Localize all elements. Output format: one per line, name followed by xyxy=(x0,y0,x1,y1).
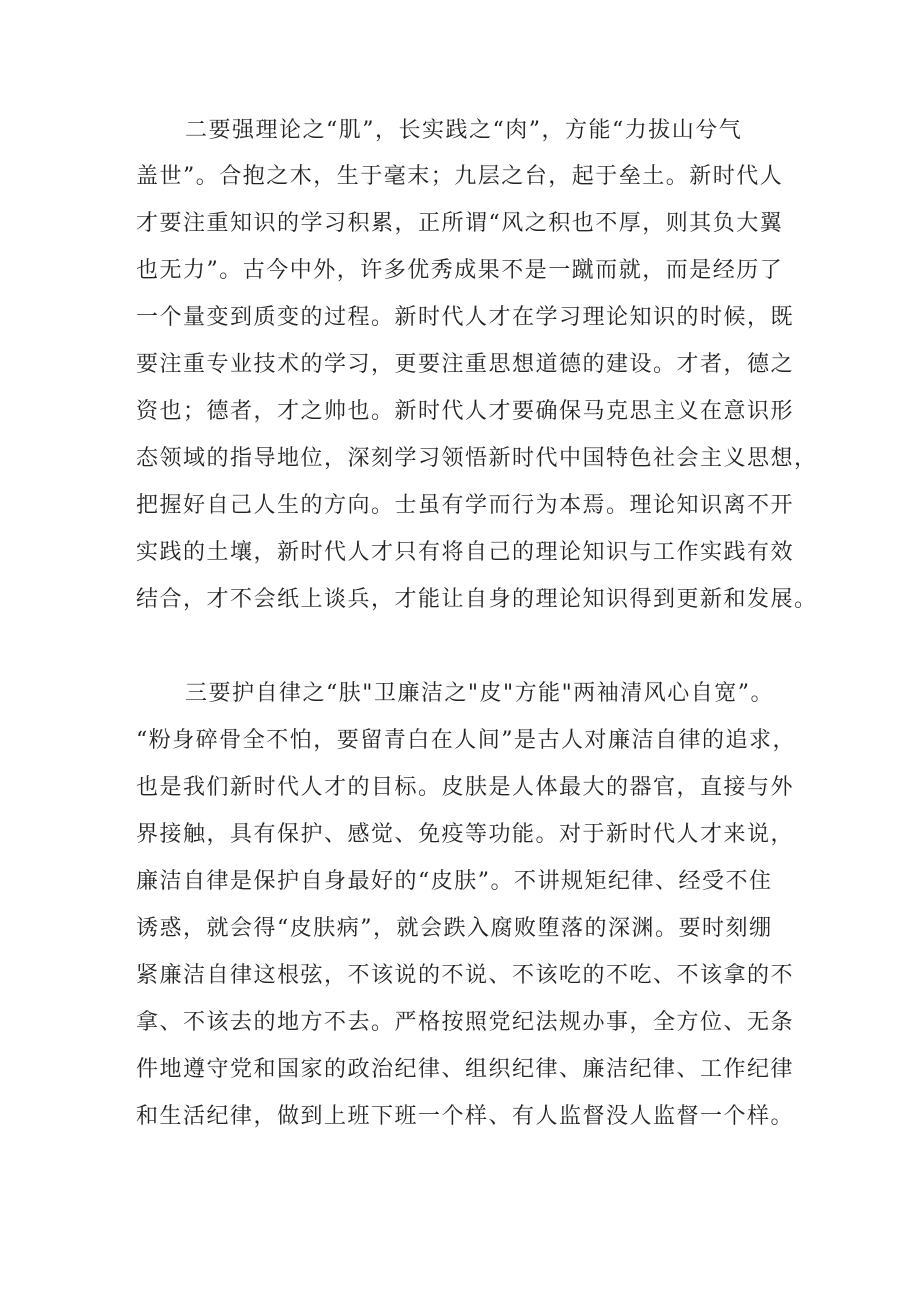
paragraph-2-line-1: 三要护自律之“肤"卫廉洁之"皮"方能"两袖清风心自宽”。 xyxy=(185,681,774,706)
paragraph-1-line-1: 二要强理论之“肌”，长实践之“肉”，方能“力拔山兮气 xyxy=(185,118,743,143)
paragraph-2-line-8: 拿、不该去的地方不去。严格按照党纪法规办事，全方位、无条 xyxy=(136,1010,795,1035)
paragraph-1-line-9: 把握好自己人生的方向。士虽有学而行为本焉。理论知识离不开 xyxy=(136,493,795,518)
paragraph-1-line-5: 一个量变到质变的过程。新时代人才在学习理论知识的时候，既 xyxy=(136,305,795,330)
paragraph-2-line-4: 界接触，具有保护、感觉、免疫等功能。对于新时代人才来说， xyxy=(136,822,795,847)
paragraph-2-line-2: “粉身碎骨全不怕，要留青白在人间”是古人对廉洁自律的追求， xyxy=(136,728,796,753)
paragraph-2-line-7: 紧廉洁自律这根弦，不该说的不说、不该吃的不吃、不该拿的不 xyxy=(136,963,795,988)
paragraph-1-line-3: 才要注重知识的学习积累，正所谓“风之积也不厚，则其负大翼 xyxy=(136,211,784,236)
paragraph-1-line-11: 结合，才不会纸上谈兵，才能让自身的理论知识得到更新和发展。 xyxy=(136,587,818,612)
paragraph-1-line-2: 盖世”。合抱之木，生于毫末；九层之台，起于垒土。新时代人 xyxy=(136,164,784,189)
paragraph-2-line-5: 廉洁自律是保护自身最好的“皮肤”。不讲规矩纪律、经受不住 xyxy=(136,869,773,894)
paragraph-1-line-4: 也无力”。古今中外，许多优秀成果不是一蹴而就，而是经历了 xyxy=(136,258,784,283)
paragraph-1-line-10: 实践的土壤，新时代人才只有将自己的理论知识与工作实践有效 xyxy=(136,540,795,565)
paragraph-1-line-7: 资也；德者，才之帅也。新时代人才要确保马克思主义在意识形 xyxy=(136,399,795,424)
paragraph-2-line-9: 件地遵守党和国家的政治纪律、组织纪律、廉洁纪律、工作纪律 xyxy=(136,1057,795,1082)
paragraph-1-line-8: 态领域的指导地位，深刻学习领悟新时代中国特色社会主义思想， xyxy=(136,446,818,471)
paragraph-2-line-10: 和生活纪律，做到上班下班一个样、有人监督没人监督一个样。 xyxy=(136,1104,795,1129)
paragraph-2-line-3: 也是我们新时代人才的目标。皮肤是人体最大的器官，直接与外 xyxy=(136,775,795,800)
paragraph-1-line-6: 要注重专业技术的学习，更要注重思想道德的建设。才者，德之 xyxy=(136,352,795,377)
paragraph-2-line-6: 诱惑，就会得“皮肤病”，就会跌入腐败堕落的深渊。要时刻绷 xyxy=(136,916,773,941)
